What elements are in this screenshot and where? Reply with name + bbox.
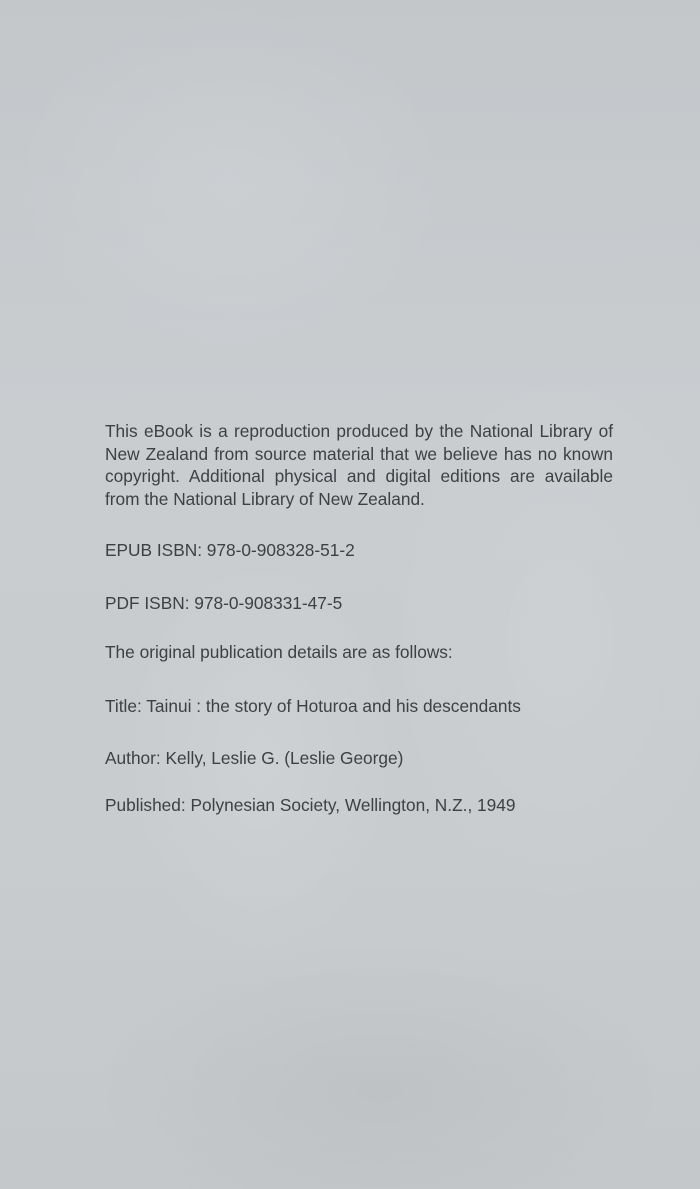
copyright-notice-block	[105, 420, 613, 816]
publication-published: Published: Polynesian Society, Wellington, N.Z., 1949	[105, 794, 516, 815]
publication-details-intro: The original publication details are as follows:	[105, 642, 453, 662]
reproduction-notice: This eBook is a reproduction produced by the National Library of New Zealand from source material that we believe has no known copyright. Additional physical and digital editions are available from the National Library of New Zealand.	[105, 421, 613, 509]
publication-author: Author: Kelly, Leslie G. (Leslie George)	[105, 748, 404, 768]
epub-isbn: EPUB ISBN: 978-0-908328-51-2	[105, 540, 355, 560]
pdf-isbn: PDF ISBN: 978-0-908331-47-5	[105, 592, 343, 613]
publication-title: Title: Tainui : the story of Hoturoa and his descendants	[105, 695, 521, 716]
